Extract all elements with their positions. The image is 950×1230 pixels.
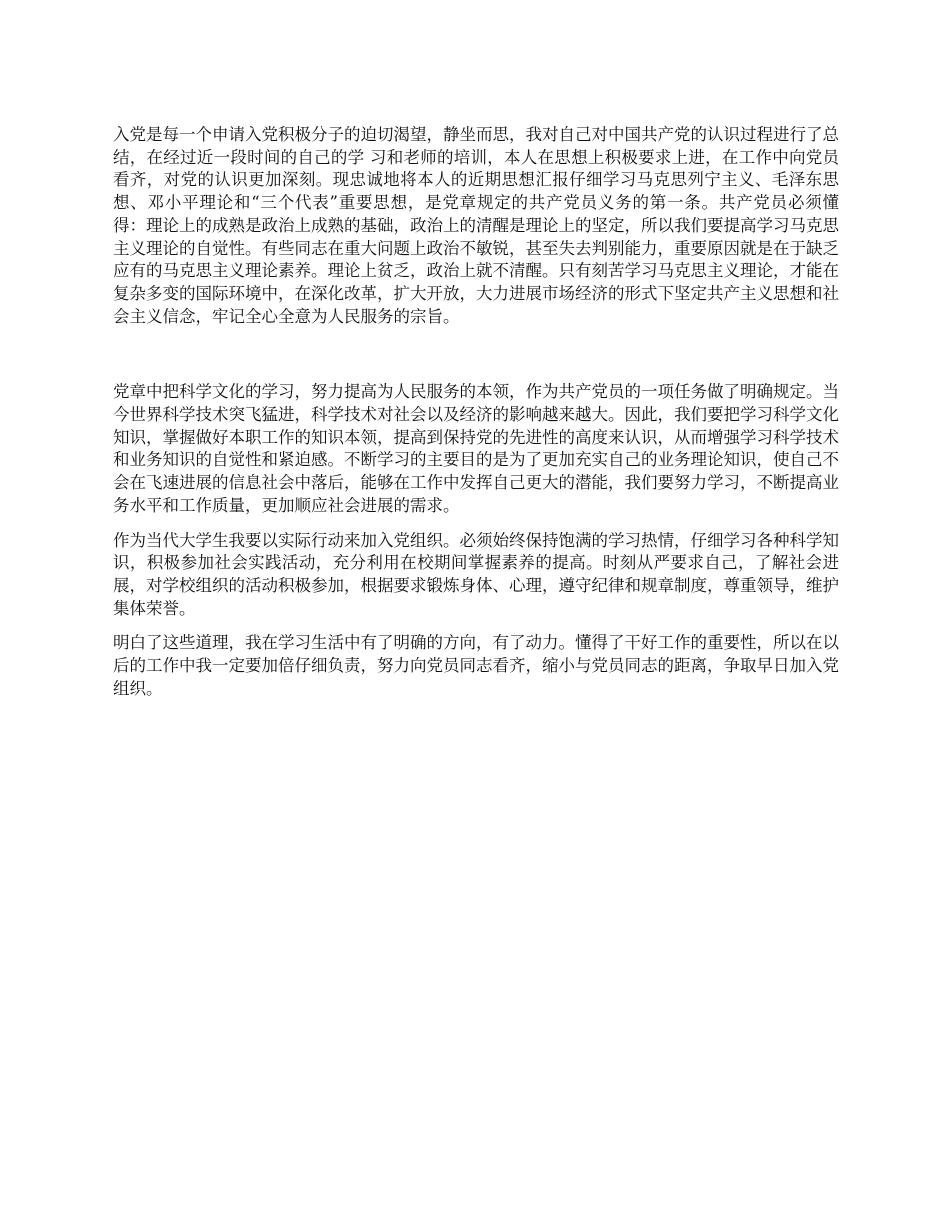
document-body [113,124,839,700]
paragraph-2: 党章中把科学文化的学习，努力提高为人民服务的本领，作为共产党员的一项任务做了明确规定。当今世界科学技术突飞猛进，科学技术对社会以及经济的影响越来越大。因此，我们要把学习科学文化知识，掌握做好本职工作的知识本领，提高到保持党的先进性的高度来认识，从而增强学习科学技术和业务知识的自觉性和紧迫感。不断学习的主要目的是为了更加充实自己的业务理论知识，使自己不会在飞速进展的信息社会中落后，能够在工作中发挥自己更大的潜能，我们要努力学习，不断提高业务水平和工作质量，更加顺应社会进展的需求。 [113,382,839,515]
paragraph-4: 明白了这些道理，我在学习生活中有了明确的方向，有了动力。懂得了干好工作的重要性，所以在以后的工作中我一定要加倍仔细负责，努力向党员同志看齐，缩小与党员同志的距离，争取早日加入党组织。 [113,633,839,698]
paragraph-1: 入党是每一个申请入党积极分子的迫切渴望，静坐而思，我对自己对中国共产党的认识过程进行了总结，在经过近一段时间的自己的学 习和老师的培训，本人在思想上积极要求上进，在工作中向党员看齐，对党的认识更加深刻。现忠诚地将本人的近期思想汇报仔细学习马克思列宁主义、毛泽东思想、邓小平理论和“三个代表”重要思想，是党章规定的共产党员义务的第一条。共产党员必须懂得：理论上的成熟是政治上成熟的基础，政治上的清醒是理论上的坚定，所以我们要提高学习马克思主义理论的自觉性。有些同志在重大问题上政治不敏锐，甚至失去判别能力，重要原因就是在于缺乏应有的马克思主义理论素养。理论上贫乏，政治上就不清醒。只有刻苦学习马克思主义理论，才能在复杂多变的国际环境中，在深化改革，扩大开放，大力进展市场经济的形式下坚定共产主义思想和社会主义信念，牢记全心全意为人民服务的宗旨。 [113,125,839,326]
paragraph-3: 作为当代大学生我要以实际行动来加入党组织。必须始终保持饱满的学习热情，仔细学习各种科学知识，积极参加社会实践活动，充分利用在校期间掌握素养的提高。时刻从严要求自己，了解社会进展，对学校组织的活动积极参加，根据要求锻炼身体、心理，遵守纪律和规章制度，尊重领导，维护集体荣誉。 [113,530,839,618]
